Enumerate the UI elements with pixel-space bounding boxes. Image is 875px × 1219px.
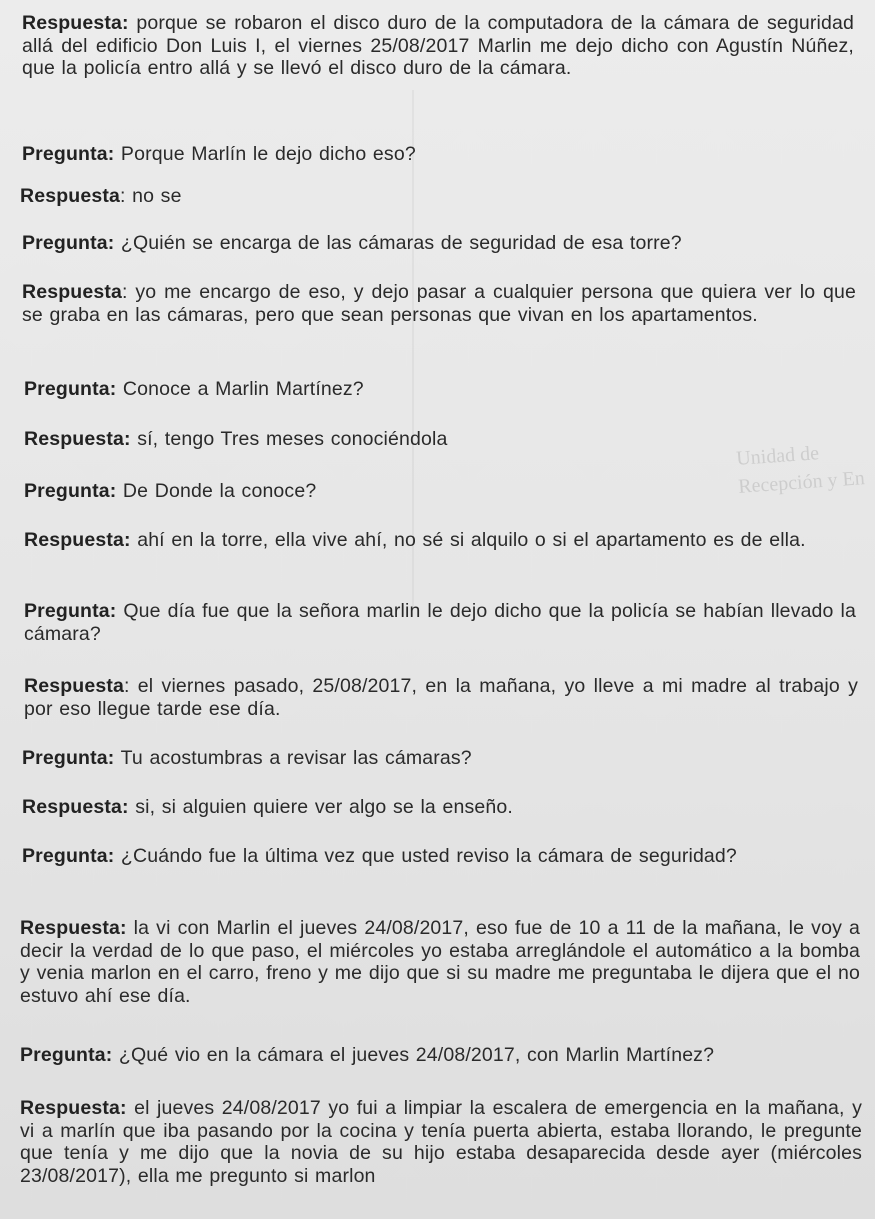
answer-label: Respuesta [20, 185, 120, 207]
answer-text: la vi con Marlin el jueves 24/08/2017, eso fue de 10 a 11 de la mañana, le voy a decir la verdad de lo que paso, el miércoles yo estaba arreglándole el automático a la bomba y venia marlon en el carro, freno y me dijo que si su madre me preguntaba le dijera que el no estuvo ahí ese día. [20, 917, 860, 1007]
answer-label: Respuesta [22, 281, 122, 303]
answer-text: porque se robaron el disco duro de la computadora de la cámara de seguridad allá del edificio Don Luis I, el viernes 25/08/2017 Marlin me dejo dicho con Agustín Núñez, que la policía entro allá y se llevó el disco duro de la cámara. [22, 12, 854, 79]
answer-label: Respuesta: [24, 529, 131, 551]
answer-text: : el viernes pasado, 25/08/2017, en la mañana, yo lleve a mi madre al trabajo y por eso llegue tarde ese día. [24, 675, 858, 720]
answer-label: Respuesta: [22, 796, 129, 818]
question-2 [22, 232, 854, 255]
answer-label: Respuesta: [20, 1097, 127, 1119]
question-6 [22, 747, 854, 770]
answer-8 [20, 917, 860, 1007]
question-text: Porque Marlín le dejo dicho eso? [114, 143, 416, 165]
answer-text: sí, tengo Tres meses conociéndola [130, 428, 448, 450]
answer-4 [24, 428, 856, 451]
answer-label: Respuesta: [20, 917, 127, 939]
answer-text: el jueves 24/08/2017 yo fui a limpiar la escalera de emergencia en la mañana, y vi a marlín que iba pasando por la cocina y tenía puerta abierta, estaba llorando, le pregunte que tenía y me dijo que la novia de su hijo estaba desaparecida desde ayer (miércoles 23/08/2017), ella me pregunto si marlon [20, 1097, 862, 1187]
answer-text: : yo me encargo de eso, y dejo pasar a cualquier persona que quiera ver lo que se graba en las cámaras, pero que sean personas que vivan en los apartamentos. [22, 281, 856, 326]
question-text: ¿Qué vio en la cámara el jueves 24/08/2017, con Marlin Martínez? [112, 1044, 715, 1066]
question-label: Pregunta: [22, 232, 115, 254]
answer-9 [20, 1097, 862, 1187]
answer-label: Respuesta: [22, 12, 129, 34]
answer-2 [20, 185, 852, 208]
question-label: Pregunta: [22, 845, 115, 867]
stamp-line-1: Unidad de [735, 442, 820, 470]
question-label: Pregunta: [24, 378, 117, 400]
answer-text: si, si alguien quiere ver algo se la enseño. [128, 796, 513, 818]
question-text: Que día fue que la señora marlin le dejo dicho que la policía se habían llevado la cámara? [24, 600, 856, 645]
question-text: ¿Quién se encarga de las cámaras de seguridad de esa torre? [114, 232, 682, 254]
answer-text: ahí en la torre, ella vive ahí, no sé si alquilo o si el apartamento es de ella. [130, 529, 806, 551]
question-label: Pregunta: [22, 143, 115, 165]
answer-5 [24, 529, 856, 552]
question-4 [24, 480, 856, 503]
stamp-line-2: Recepción y En [737, 467, 866, 498]
question-1 [22, 143, 854, 166]
question-label: Pregunta: [24, 480, 117, 502]
question-text: Conoce a Marlin Martínez? [116, 378, 364, 400]
question-label: Pregunta: [22, 747, 115, 769]
answer-7 [22, 796, 854, 819]
question-text: De Donde la conoce? [116, 480, 317, 502]
question-5 [24, 600, 856, 645]
answer-label: Respuesta [24, 675, 124, 697]
question-text: ¿Cuándo fue la última vez que usted reviso la cámara de seguridad? [114, 845, 737, 867]
question-3 [24, 378, 856, 401]
answer-label: Respuesta: [24, 428, 131, 450]
answer-3 [22, 281, 856, 326]
answer-text: : no se [119, 185, 182, 207]
answer-1 [22, 12, 854, 80]
question-text: Tu acostumbras a revisar las cámaras? [114, 747, 472, 769]
question-label: Pregunta: [24, 600, 117, 622]
answer-6 [24, 675, 858, 720]
question-label: Pregunta: [20, 1044, 113, 1066]
question-8 [20, 1044, 860, 1067]
question-7 [22, 845, 860, 868]
